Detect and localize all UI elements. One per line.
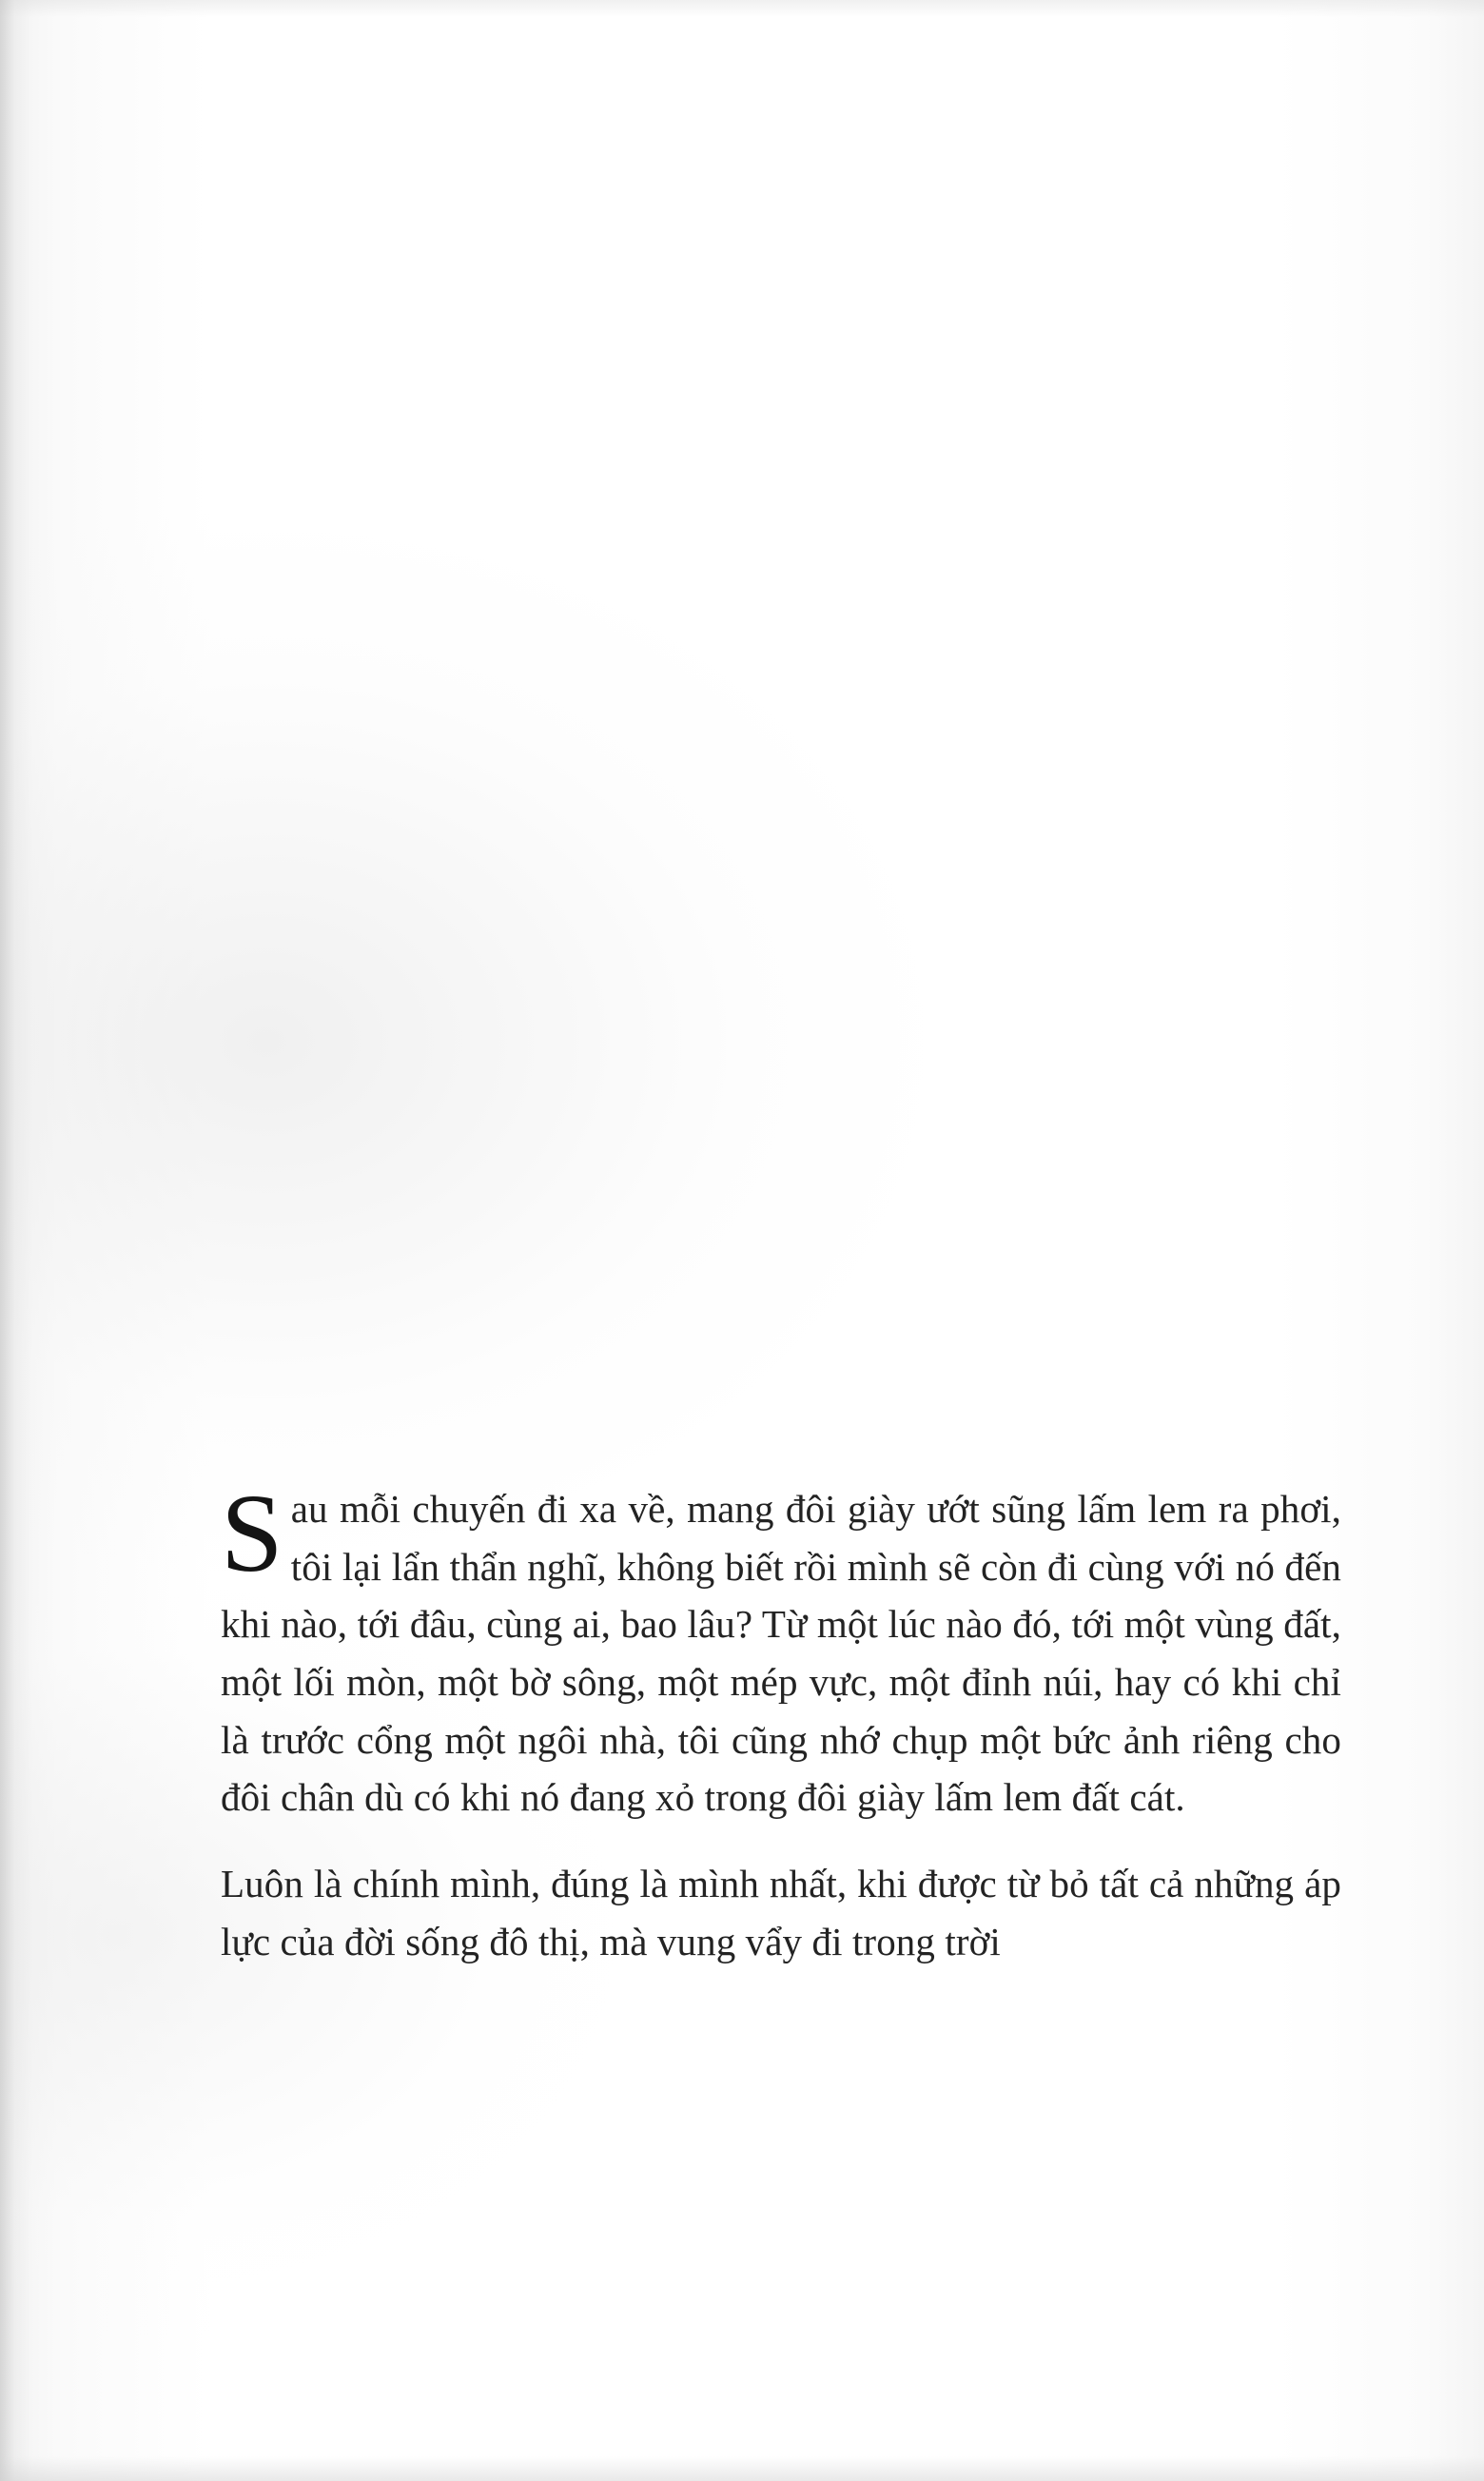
page-top-shadow [0, 0, 1484, 17]
page-gutter-shadow [0, 0, 32, 2481]
paragraph-2: Luôn là chính mình, đúng là mình nhất, khi được từ bỏ tất cả những áp lực của đời sống đô thị, mà vung vẩy đi trong trời [221, 1862, 1341, 1963]
page-bottom-shadow [0, 2456, 1484, 2481]
paragraph-1: Sau mỗi chuyến đi xa về, mang đôi giày ướt sũng lấm lem ra phơi, tôi lại lẩn thẩn nghĩ, không biết rồi mình sẽ còn đi cùng với nó đến khi nào, tới đâu, cùng ai, bao lâu? Từ một lúc nào đó, tới một vùng đất, một lối mòn, một bờ sông, một mép vực, một đỉnh núi, hay có khi chỉ là trước cổng một ngôi nhà, tôi cũng nhớ chụp một bức ảnh riêng cho đôi chân dù có khi nó đang xỏ trong đôi giày lấm lem đất cát. [221, 1471, 1341, 1820]
page-text-block [221, 1471, 1341, 1970]
